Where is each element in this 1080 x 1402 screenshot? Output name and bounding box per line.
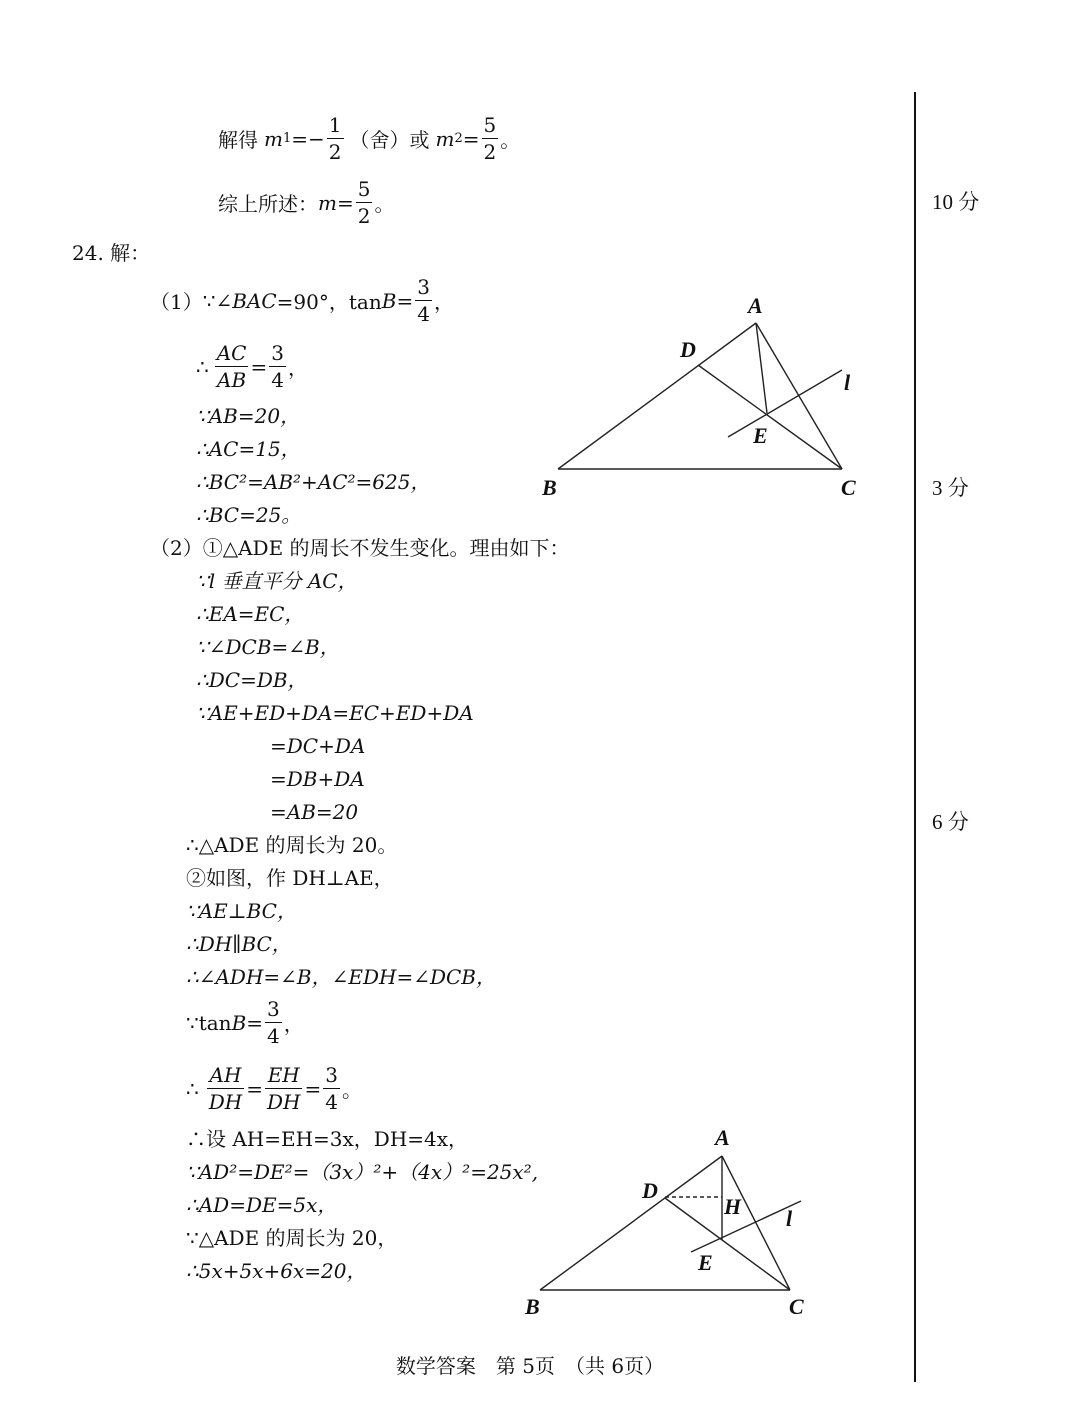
sub-1: 1: [282, 131, 292, 146]
label-c: C: [841, 475, 856, 500]
part3-line-ad-de: ∴AD=DE=5x，: [186, 1193, 338, 1217]
frac-num: 3: [271, 341, 284, 365]
label-h: H: [724, 1194, 742, 1219]
part1-line1: [150, 274, 454, 327]
frac-num: 5: [483, 113, 497, 137]
fraction-3-4: [323, 1062, 340, 1115]
part2-cont-1: =DC+DA: [270, 734, 366, 758]
text-90-tan: =90°，tan: [276, 290, 382, 314]
score-3: 3 分: [932, 476, 969, 500]
question-24-heading: 24. 解：: [72, 241, 151, 265]
part3-line-angles: ∴∠ADH=∠B，∠EDH=∠DCB，: [186, 965, 496, 989]
fraction-3-4: [269, 340, 286, 393]
frac-den: 4: [325, 1090, 338, 1114]
period: 。: [341, 1078, 362, 1102]
part2-head-text: ①△ADE 的周长不发生变化。理由如下：: [202, 536, 570, 560]
frac-num: 3: [267, 997, 280, 1021]
text-because: ∵∠: [202, 288, 233, 313]
part2-conclusion: ∴△ADE 的周长为 20。: [186, 833, 398, 857]
fraction-five-halves: [482, 112, 499, 165]
eq: =: [336, 190, 354, 215]
label-l: l: [844, 370, 851, 395]
label-e: E: [698, 1250, 713, 1275]
period: 。: [500, 128, 521, 152]
fraction-eh-dh: [265, 1062, 302, 1115]
var-m1: m: [264, 126, 283, 151]
eq: =: [304, 1076, 322, 1101]
frac-den: 2: [357, 204, 371, 228]
text-therefore: ∴: [196, 354, 209, 379]
frac-num: 3: [417, 275, 430, 299]
fraction-3-4: [265, 996, 282, 1049]
part2-line-dc-db: ∴DC=DB，: [196, 668, 308, 692]
comma: ，: [433, 290, 454, 314]
part2-cont-2: =DB+DA: [270, 767, 365, 791]
part2-line-bisector: ∵l 垂直平分 AC，: [196, 569, 358, 593]
frac-den: DH: [208, 1090, 243, 1114]
text-reject: （舍）或: [349, 128, 430, 152]
line-l: [728, 370, 842, 437]
part1-line-bc-squared: ∴BC²=AB²+AC²=625，: [196, 470, 431, 494]
page-footer: 数学答案 第 5页 （共 6页）: [395, 1354, 665, 1378]
comma: ，: [287, 356, 308, 380]
angle-bac: BAC: [232, 288, 277, 313]
figure-triangle-1: [530, 285, 870, 505]
part3-line-tan: [186, 996, 304, 1049]
frac-num: 5: [357, 177, 371, 201]
score-10: 10 分: [932, 190, 980, 214]
label-c: C: [789, 1294, 804, 1319]
line-l: [691, 1201, 801, 1252]
part2-line-sum: ∵AE+ED+DA=EC+ED+DA: [196, 701, 474, 725]
part1-line2: [196, 340, 308, 393]
frac-den: 2: [483, 140, 497, 164]
frac-num: AC: [216, 341, 247, 365]
part2-heading: [150, 536, 570, 560]
eq: =: [462, 126, 480, 151]
part3-line-ae-bc: ∵AE⊥BC，: [186, 899, 297, 923]
figure-triangle-2: [515, 1120, 845, 1325]
var-m: m: [318, 190, 337, 215]
segment-dc: [698, 365, 842, 469]
eq: =: [250, 354, 268, 379]
eq: =: [246, 1010, 264, 1035]
var-b: B: [231, 1010, 247, 1035]
part3-line-let: ∴设 AH=EH=3x，DH=4x，: [186, 1127, 469, 1151]
part3-line-ad-squared: ∵AD²=DE²=（3x）²+（4x）²=25x²,: [186, 1160, 539, 1184]
part3-line-ratio: [186, 1062, 362, 1115]
comma: ，: [283, 1012, 304, 1036]
part3-line-construct: ②如图，作 DH⊥AE，: [186, 866, 394, 890]
part1-line-ac: ∴AC=15，: [196, 437, 301, 461]
label-d: D: [642, 1178, 658, 1203]
text-solve: 解得: [218, 128, 258, 152]
frac-num: EH: [267, 1063, 300, 1087]
segment-ac: [722, 1156, 790, 1290]
label-e: E: [753, 423, 768, 448]
frac-den: 4: [267, 1024, 280, 1048]
label-a: A: [748, 293, 763, 318]
fraction-ac-ab: [215, 340, 249, 393]
text-tan: ∵tan: [186, 1010, 232, 1035]
segment-ab: [540, 1156, 722, 1290]
part2-line-ea-ec: ∴EA=EC，: [196, 602, 305, 626]
frac-den: AB: [217, 368, 247, 392]
margin-divider: [914, 92, 916, 1382]
frac-den: DH: [266, 1090, 301, 1114]
eq: =: [246, 1076, 263, 1101]
label-d: D: [680, 337, 696, 362]
part3-line-perimeter: ∵△ADE 的周长为 20，: [186, 1226, 398, 1250]
text-therefore: ∴: [186, 1076, 199, 1101]
part2-label: （2）: [150, 536, 203, 560]
frac-den: 2: [328, 140, 342, 164]
part1-line-bc: ∴BC=25。: [196, 503, 302, 527]
part2-cont-3: =AB=20: [270, 800, 359, 824]
fraction-ah-dh: [207, 1062, 244, 1115]
frac-num: 3: [325, 1063, 338, 1087]
part3-line-dh-bc: ∴DH∥BC，: [186, 932, 292, 956]
part3-line-equation: ∴5x+5x+6x=20，: [186, 1259, 367, 1283]
part1-line-ab: ∵AB=20，: [196, 404, 301, 428]
fraction-five-halves: [356, 176, 373, 229]
eq: =: [396, 288, 414, 313]
frac-den: 4: [271, 368, 284, 392]
var-b: B: [381, 288, 397, 313]
part2-line-angle: ∵∠DCB=∠B，: [196, 635, 340, 659]
part1-label: （1）: [150, 290, 203, 314]
label-l: l: [786, 1206, 793, 1231]
frac-den: 4: [417, 302, 430, 326]
fraction-half: [327, 112, 344, 165]
fraction-3-4: [415, 274, 432, 327]
segment-ae: [756, 323, 767, 413]
var-m2: m: [435, 126, 455, 151]
label-b: B: [542, 475, 557, 500]
label-a: A: [715, 1125, 730, 1150]
sub-2: 2: [454, 131, 463, 146]
segment-ab: [558, 323, 756, 469]
eq-minus: =−: [291, 126, 325, 151]
frac-num: AH: [209, 1063, 242, 1087]
text-summary: 综上所述：: [218, 192, 318, 216]
label-b: B: [525, 1294, 540, 1319]
solution-line-m-values: [218, 112, 520, 165]
solution-line-conclusion: [218, 176, 394, 229]
score-6: 6 分: [932, 810, 969, 834]
period: 。: [374, 192, 395, 216]
frac-num: 1: [328, 113, 342, 137]
